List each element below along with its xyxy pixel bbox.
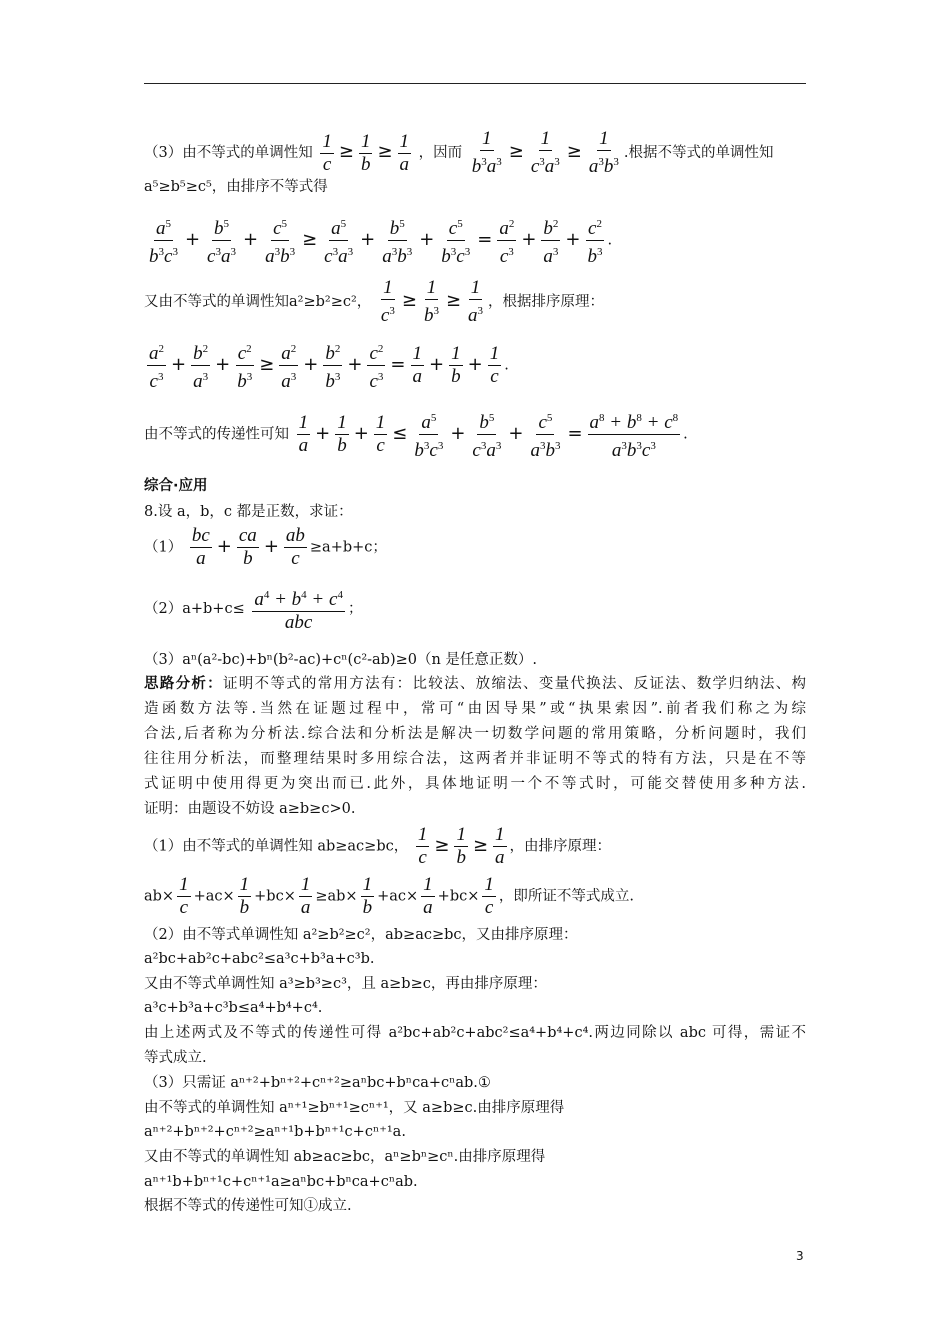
page-number: 3 xyxy=(796,1249,804,1263)
proof3-line2: 由不等式的单调性知 aⁿ⁺¹≥bⁿ⁺¹≥cⁿ⁺¹，又 a≥b≥c.由排序原理得 xyxy=(144,1100,565,1116)
problem8-part2: （2）a+b+c≤ $\frac{a^4 + b^4 + c^4}{\text{abc}}$ ； xyxy=(144,584,362,634)
header-rule xyxy=(144,83,806,84)
proof3-line5: aⁿ⁺¹b+bⁿ⁺¹c+cⁿ⁺¹a≥aⁿbc+bⁿca+cⁿab. xyxy=(144,1174,418,1190)
proof-intro: 证明：由题设不妨设 a≥b≥c>0. xyxy=(144,801,356,817)
proof2-line3: 又由不等式单调性知 a³≥b³≥c³，且 a≥b≥c，再由排序原理： xyxy=(144,976,547,992)
proof2-line6: 等式成立. xyxy=(144,1050,207,1066)
proof3-line4: 又由不等式的单调性知 ab≥ac≥bc，aⁿ≥bⁿ≥cⁿ.由排序原理得 xyxy=(144,1149,546,1165)
problem8-part3: （3）aⁿ(a²-bc)+bⁿ(b²-ac)+cⁿ(c²-ab)≥0（n 是任意正数）. xyxy=(144,652,538,668)
sec3-line1: （3）由不等式的单调性知 $\frac{1}{c}$ ≥ $\frac{1}{b}$ ≥ $\frac{1}{a}$ ，因而 $\frac{1}{b^3a^3}$ ≥ $\frac{1}{c^3a^3}$ ≥ $\frac{1}{a^3b^3}$ .根据不等式的单调性知 xyxy=(144,128,774,177)
proof3-line1: （3）只需证 aⁿ⁺²+bⁿ⁺²+cⁿ⁺²≥aⁿbc+bⁿca+cⁿab.① xyxy=(144,1075,491,1091)
section-heading: 综合·应用 xyxy=(144,478,208,494)
proof1-line2: ab× $\frac{1}{c}$ +ac× $\frac{1}{b}$ +bc× $\frac{1}{a}$ ≥ab× $\frac{1}{b}$ +ac× $\frac{1}{a}$ +bc× $\frac{1}{c}$ ，即所证不等式成立. xyxy=(144,874,634,918)
problem8-part1: （1） $\frac{bc}{a}$ + $\frac{ca}{b}$ + $\frac{ab}{c}$ ≥a+b+c； xyxy=(144,525,387,569)
proof2-line4: a³c+b³a+c³b≤a⁴+b⁴+c⁴. xyxy=(144,1000,323,1016)
proof3-line3: aⁿ⁺²+bⁿ⁺²+cⁿ⁺²≥aⁿ⁺¹b+bⁿ⁺¹c+cⁿ⁺¹a. xyxy=(144,1124,406,1140)
proof1-line1: （1）由不等式的单调性知 ab≥ac≥bc， $\frac{1}{c}$ ≥ $\frac{1}{b}$ ≥ $\frac{1}{a}$ ，由排序原理： xyxy=(144,824,612,868)
problem8-statement: 8.设 a，b，c 都是正数，求证： xyxy=(144,504,353,520)
sec3-eq2: $\frac{a^2}{c^3}$ + $\frac{b^2}{a^3}$ + $\frac{c^2}{b^3}$ ≥ $\frac{a^2}{a^3}$ + $\frac{b^2}{b^3}$ + $\frac{c^2}{c^3}$ = $\frac{1}{a}$ + $\frac{1}{b}$ + $\frac{1}{c}$ . xyxy=(144,338,509,393)
sec3-order: a⁵≥b⁵≥c⁵，由排序不等式得 xyxy=(144,179,328,195)
analysis-line-4: 往往用分析法，而整理结果时多用综合法，这两者并非证明不等式的特有方法，只是在不等 xyxy=(144,751,806,767)
analysis-line-1: 思路分析：证明不等式的常用方法有：比较法、放缩法、变量代换法、反证法、数学归纳法、构 xyxy=(144,676,807,692)
proof2-line5: 由上述两式及不等式的传递性可得 a²bc+ab²c+abc²≤a⁴+b⁴+c⁴.两边同除以 abc 可得，需证不 xyxy=(144,1025,806,1041)
sec3-line2: 又由不等式的单调性知a²≥b²≥c²， $\frac{1}{c^3}$ ≥ $\frac{1}{b^3}$ ≥ $\frac{1}{a^3}$ ，根据排序原理： xyxy=(144,277,605,326)
proof3-line6: 根据不等式的传递性可知①成立. xyxy=(144,1198,352,1214)
analysis-line-2: 造函数方法等.当然在证题过程中，常可“由因导果”或“执果索因”.前者我们称之为综 xyxy=(144,701,806,717)
sec3-transit: 由不等式的传递性可知 $\frac{1}{a}$ + $\frac{1}{b}$ + $\frac{1}{c}$ ≤ $\frac{a^5}{b^3c^3}$ + $\frac{b^5}{c^3a^3}$ + $\frac{c^5}{a^3b^3}$ = $\frac{a^8 + b^8 + c^8}{a^3b^3c^3}$ . xyxy=(144,407,688,462)
proof2-line2: a²bc+ab²c+abc²≤a³c+b³a+c³b. xyxy=(144,951,375,967)
analysis-line-3: 合法,后者称为分析法.综合法和分析法是解决一切数学问题的常用策略，分析问题时，我们 xyxy=(144,726,806,742)
analysis-line-5: 式证明中使用得更为突出而已.此外，具体地证明一个不等式时，可能交替使用多种方法. xyxy=(144,776,806,792)
proof2-line1: （2）由不等式单调性知 a²≥b²≥c²，ab≥ac≥bc，又由排序原理： xyxy=(144,927,578,943)
sec3-eq1: $\frac{a^5}{b^3c^3}$ + $\frac{b^5}{c^3a^3}$ + $\frac{c^5}{a^3b^3}$ ≥ $\frac{a^5}{c^3a^3}$ + $\frac{b^5}{a^3b^3}$ + $\frac{c^5}{b^3c^3}$ = $\frac{a^2}{c^3}$ + $\frac{b^2}{a^3}$ + $\frac{c^2}{b^3}$ . xyxy=(144,213,612,268)
